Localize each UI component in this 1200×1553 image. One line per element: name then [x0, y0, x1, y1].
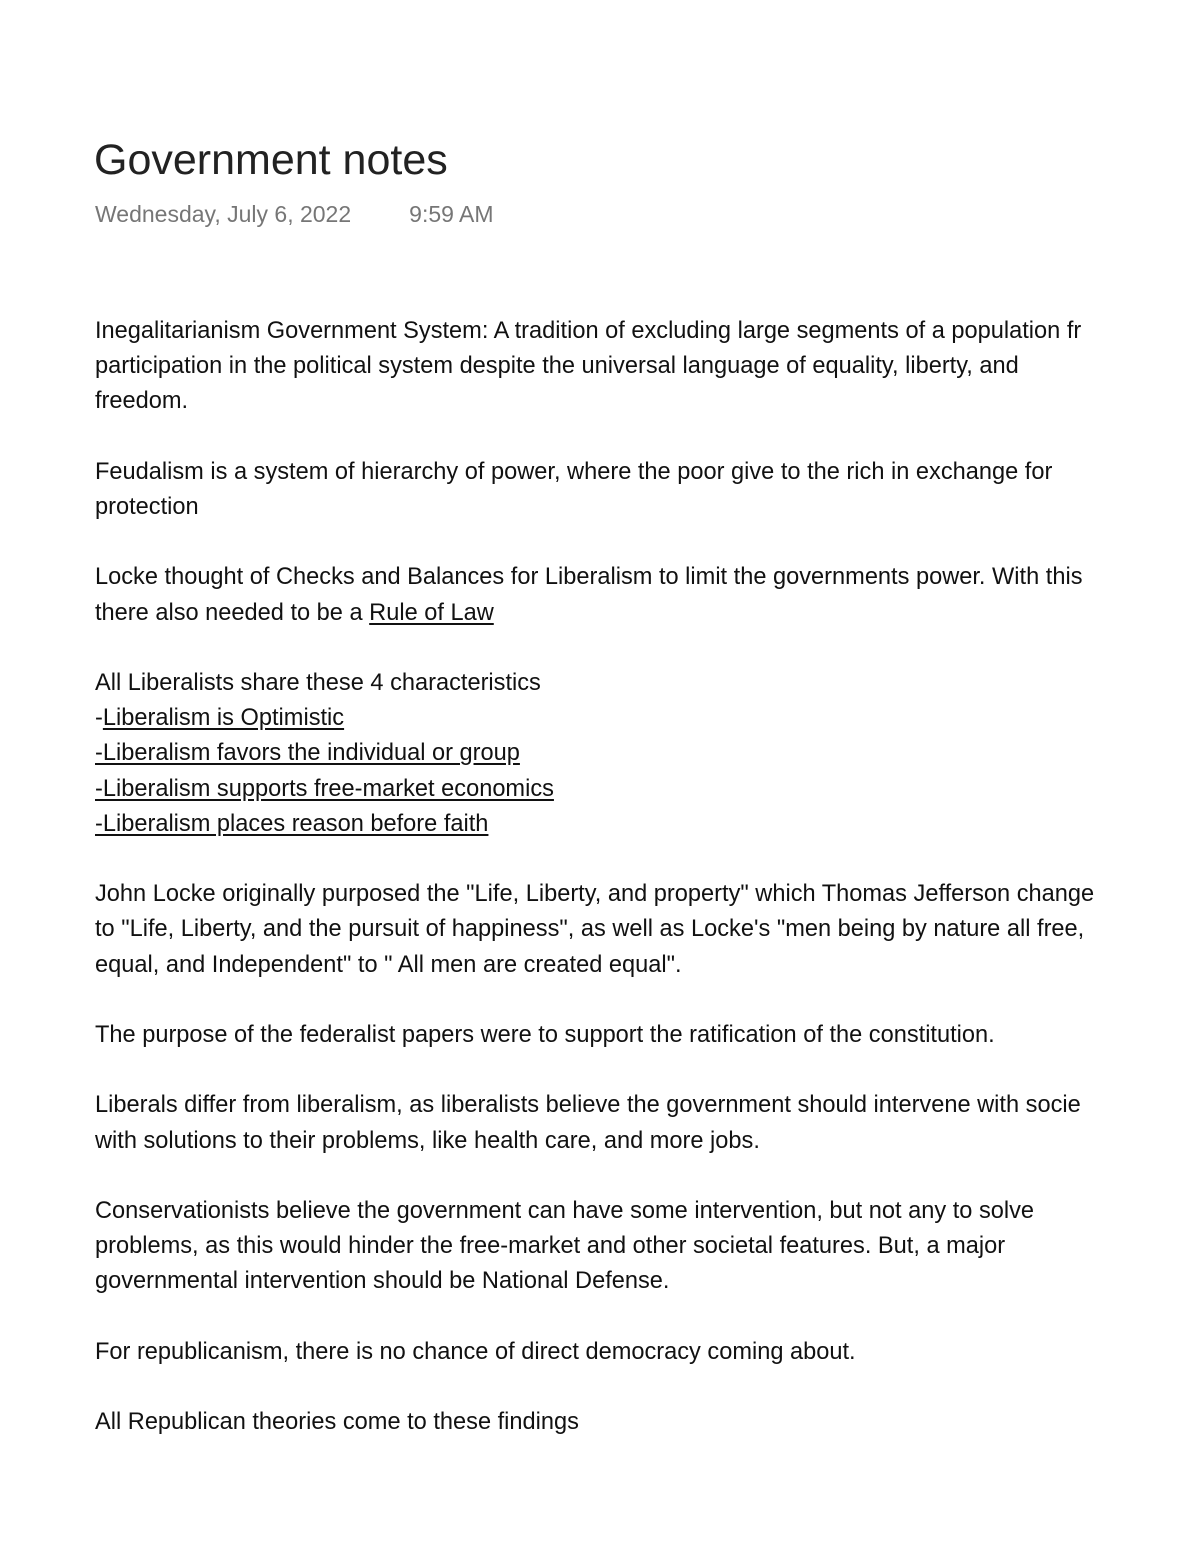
paragraph-line: to "Life, Liberty, and the pursuit of happiness", as well as Locke's "men being by nature all free,: [95, 916, 1085, 943]
blank-line: [95, 983, 1200, 1018]
blank-line: [95, 631, 1200, 666]
list-item: [95, 701, 1200, 736]
paragraph-line: equal, and Independent" to " All men are created equal".: [95, 951, 682, 978]
paragraph-line: John Locke originally purposed the "Life, Liberty, and property" which Thomas Jefferson change: [95, 881, 1095, 908]
note-body[interactable]: [95, 314, 1200, 1440]
paragraph-line: problems, as this would hinder the free-market and other societal features. But, a major: [95, 1233, 1006, 1260]
list-item: -Liberalism favors the individual or group: [95, 740, 520, 767]
paragraph-line: For republicanism, there is no chance of direct democracy coming about.: [95, 1338, 856, 1365]
paragraph-line: participation in the political system despite the universal language of equality, liberty, and: [95, 353, 1019, 380]
paragraph-line: with solutions to their problems, like health care, and more jobs.: [95, 1127, 760, 1154]
list-dash: -: [95, 705, 103, 732]
note-time: 9:59 AM: [409, 201, 494, 227]
blank-line: [95, 842, 1200, 877]
note-date: Wednesday, July 6, 2022: [95, 201, 352, 227]
list-item-text: Liberalism is Optimistic: [102, 705, 345, 732]
blank-line: [95, 420, 1200, 455]
line-text: there also needed to be a: [95, 599, 370, 626]
paragraph-line: Liberals differ from liberalism, as liberalists believe the government should intervene with socie: [95, 1092, 1081, 1119]
paragraph-line: Locke thought of Checks and Balances for Liberalism to limit the governments power. With this: [95, 564, 1083, 591]
paragraph-line: Feudalism is a system of hierarchy of power, where the poor give to the rich in exchange for: [95, 458, 1053, 485]
paragraph-line: protection: [95, 494, 199, 520]
paragraph-line: Conservationists believe the government can have some intervention, but not any to solve: [95, 1197, 1035, 1224]
paragraph-line: [95, 596, 1200, 631]
blank-line: [95, 525, 1200, 560]
blank-line: [95, 1300, 1200, 1335]
paragraph-line: Inegalitarianism Government System: A tradition of excluding large segments of a population fr: [95, 318, 1082, 344]
list-item: -Liberalism supports free-market economics: [95, 775, 554, 802]
list-intro: All Liberalists share these 4 characteristics: [95, 669, 541, 696]
blank-line: [95, 1053, 1200, 1088]
list-item: -Liberalism places reason before faith: [95, 810, 489, 837]
note-timestamp: [95, 199, 494, 229]
paragraph-line: All Republican theories come to these findings: [95, 1409, 579, 1436]
paragraph-line: governmental intervention should be National Defense.: [95, 1268, 670, 1295]
blank-line: [95, 1370, 1200, 1405]
paragraph-line: freedom.: [95, 388, 189, 415]
page-title: Government notes: [94, 136, 448, 184]
paragraph-line: The purpose of the federalist papers were to support the ratification of the constitution.: [95, 1021, 995, 1048]
rule-of-law-underlined: Rule of Law: [369, 599, 494, 626]
blank-line: [95, 1159, 1200, 1194]
